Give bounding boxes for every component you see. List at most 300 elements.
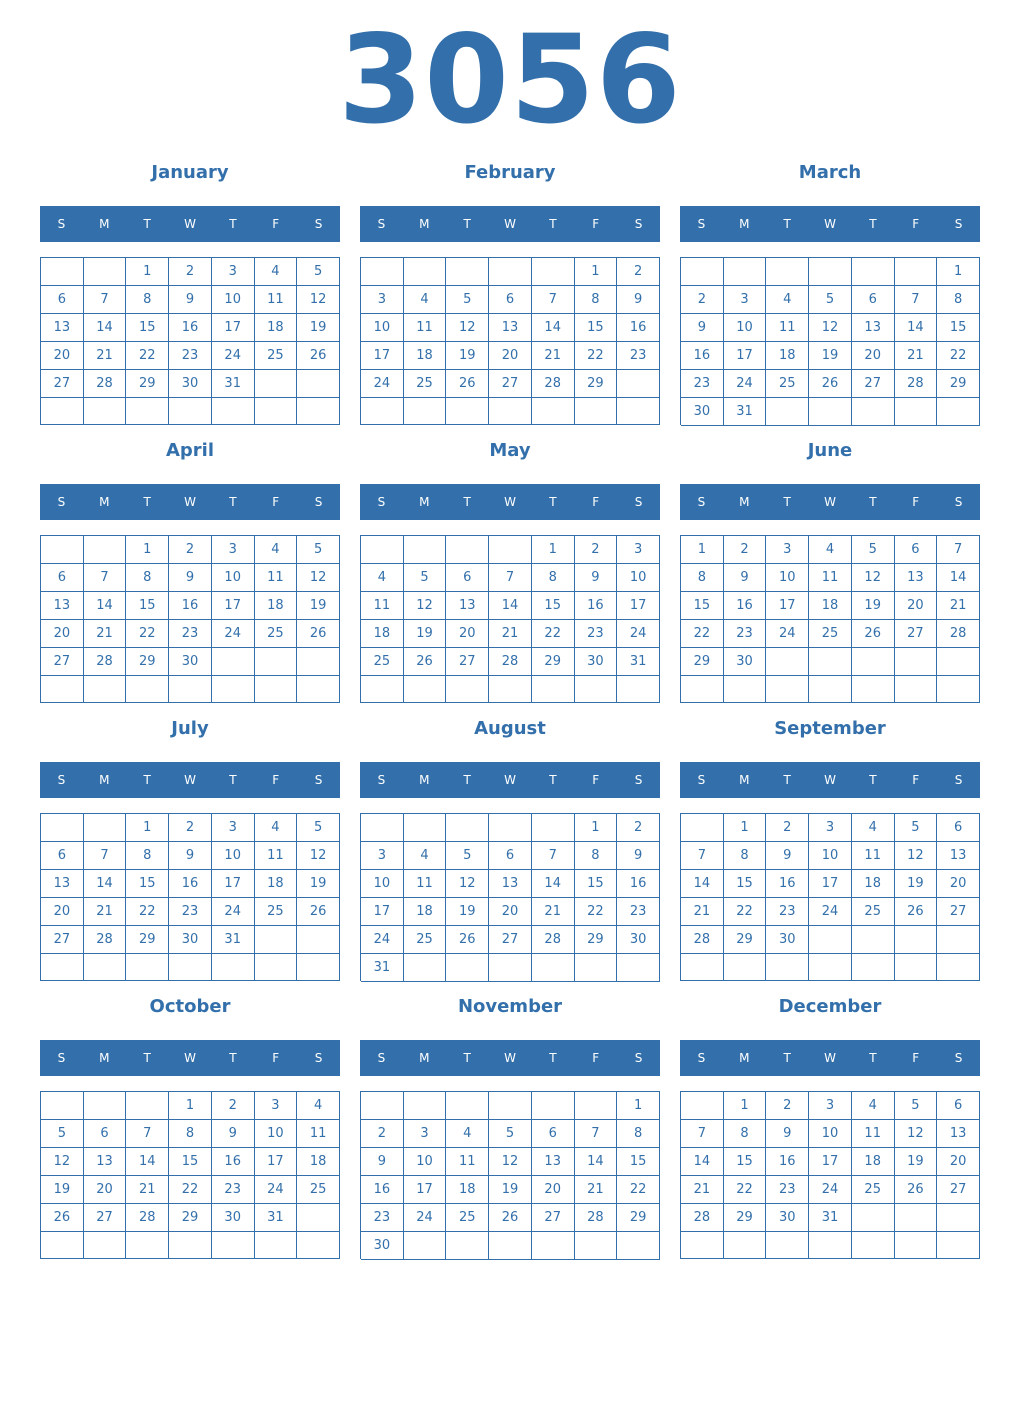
day-cell: 6 <box>84 1120 127 1148</box>
empty-day-cell <box>489 398 532 425</box>
day-cell: 14 <box>532 870 575 898</box>
empty-day-cell <box>212 648 255 676</box>
day-cell: 24 <box>809 1176 852 1204</box>
empty-day-cell <box>361 676 404 703</box>
day-cell: 29 <box>126 370 169 398</box>
day-cell: 28 <box>489 648 532 676</box>
day-cell: 17 <box>809 870 852 898</box>
day-cell: 8 <box>617 1120 660 1148</box>
weekday-header <box>40 484 340 520</box>
day-cell: 27 <box>489 926 532 954</box>
empty-day-cell <box>446 814 489 842</box>
weekday-label: M <box>99 495 110 509</box>
day-cell: 23 <box>766 1176 809 1204</box>
day-cell: 10 <box>212 842 255 870</box>
empty-day-cell <box>895 648 938 676</box>
day-cell: 20 <box>937 1148 980 1176</box>
day-cell: 18 <box>255 592 298 620</box>
weekday-label: M <box>419 1051 430 1065</box>
day-cell: 12 <box>297 286 340 314</box>
day-cell: 25 <box>809 620 852 648</box>
empty-day-cell <box>532 1092 575 1120</box>
day-cell: 6 <box>489 286 532 314</box>
day-cell: 13 <box>41 314 84 342</box>
day-cell: 15 <box>575 870 618 898</box>
day-cell: 29 <box>724 1204 767 1232</box>
day-cell: 23 <box>575 620 618 648</box>
day-cell: 23 <box>724 620 767 648</box>
empty-day-cell <box>852 926 895 954</box>
empty-day-cell <box>489 536 532 564</box>
day-cell: 17 <box>361 898 404 926</box>
day-cell: 16 <box>575 592 618 620</box>
day-cell: 10 <box>255 1120 298 1148</box>
day-cell: 15 <box>575 314 618 342</box>
weekday-label: T <box>869 773 877 787</box>
day-cell: 26 <box>895 1176 938 1204</box>
day-cell: 9 <box>681 314 724 342</box>
empty-day-cell <box>809 676 852 703</box>
weekday-label: M <box>99 1051 110 1065</box>
empty-day-cell <box>212 954 255 981</box>
day-cell: 5 <box>297 814 340 842</box>
weekday-label: S <box>57 495 66 509</box>
empty-day-cell <box>575 1232 618 1260</box>
day-cell: 22 <box>169 1176 212 1204</box>
month-name: March <box>798 162 862 183</box>
empty-day-cell <box>169 1232 212 1259</box>
day-cell: 27 <box>895 620 938 648</box>
day-cell: 26 <box>809 370 852 398</box>
day-cell: 16 <box>766 870 809 898</box>
empty-day-cell <box>766 676 809 703</box>
weekday-label: W <box>184 495 196 509</box>
empty-day-cell <box>255 648 298 676</box>
day-cell: 27 <box>532 1204 575 1232</box>
weekday-label: F <box>272 217 280 231</box>
empty-day-cell <box>617 676 660 703</box>
day-cell: 19 <box>809 342 852 370</box>
day-cell: 3 <box>617 536 660 564</box>
day-cell: 21 <box>84 620 127 648</box>
day-cell: 11 <box>404 314 447 342</box>
weekday-label: S <box>377 773 386 787</box>
day-cell: 15 <box>681 592 724 620</box>
weekday-label: S <box>314 217 323 231</box>
day-cell: 29 <box>681 648 724 676</box>
empty-day-cell <box>255 398 298 425</box>
empty-day-cell <box>84 1092 127 1120</box>
empty-day-cell <box>361 814 404 842</box>
day-cell: 29 <box>724 926 767 954</box>
day-cell: 7 <box>681 1120 724 1148</box>
day-cell: 3 <box>809 1092 852 1120</box>
weekday-header <box>40 206 340 242</box>
day-cell: 11 <box>446 1148 489 1176</box>
empty-day-cell <box>361 258 404 286</box>
day-cell: 19 <box>489 1176 532 1204</box>
weekday-label: M <box>419 773 430 787</box>
day-cell: 23 <box>681 370 724 398</box>
day-grid <box>360 535 660 703</box>
day-cell: 28 <box>937 620 980 648</box>
day-cell: 9 <box>169 842 212 870</box>
empty-day-cell <box>297 1232 340 1259</box>
day-cell: 1 <box>575 814 618 842</box>
empty-day-cell <box>489 258 532 286</box>
weekday-label: S <box>57 1051 66 1065</box>
weekday-label: M <box>739 217 750 231</box>
weekday-label: T <box>143 217 151 231</box>
day-cell: 30 <box>169 648 212 676</box>
day-cell: 2 <box>575 536 618 564</box>
day-cell: 31 <box>212 926 255 954</box>
empty-day-cell <box>297 398 340 425</box>
day-cell: 28 <box>575 1204 618 1232</box>
day-cell: 24 <box>724 370 767 398</box>
day-cell: 18 <box>404 342 447 370</box>
weekday-header <box>360 484 660 520</box>
empty-day-cell <box>895 1232 938 1259</box>
day-cell: 25 <box>404 926 447 954</box>
day-cell: 10 <box>404 1148 447 1176</box>
day-cell: 1 <box>126 258 169 286</box>
weekday-label: T <box>783 217 791 231</box>
weekday-label: S <box>57 773 66 787</box>
empty-day-cell <box>766 398 809 426</box>
day-cell: 3 <box>404 1120 447 1148</box>
day-cell: 15 <box>937 314 980 342</box>
day-cell: 19 <box>446 898 489 926</box>
day-cell: 27 <box>41 926 84 954</box>
empty-day-cell <box>681 814 724 842</box>
day-cell: 26 <box>297 620 340 648</box>
day-cell: 29 <box>617 1204 660 1232</box>
day-cell: 30 <box>681 398 724 426</box>
day-cell: 6 <box>532 1120 575 1148</box>
day-cell: 23 <box>617 898 660 926</box>
weekday-label: W <box>824 217 836 231</box>
day-cell: 22 <box>681 620 724 648</box>
day-cell: 29 <box>169 1204 212 1232</box>
empty-day-cell <box>724 258 767 286</box>
day-cell: 16 <box>617 314 660 342</box>
day-cell: 27 <box>937 898 980 926</box>
day-cell: 1 <box>126 814 169 842</box>
empty-day-cell <box>84 954 127 981</box>
day-cell: 20 <box>41 620 84 648</box>
day-cell: 25 <box>255 342 298 370</box>
weekday-label: S <box>954 1051 963 1065</box>
empty-day-cell <box>681 1092 724 1120</box>
weekday-label: S <box>57 217 66 231</box>
day-cell: 8 <box>169 1120 212 1148</box>
day-grid <box>680 813 980 981</box>
empty-day-cell <box>575 1092 618 1120</box>
weekday-label: M <box>419 495 430 509</box>
empty-day-cell <box>532 676 575 703</box>
day-cell: 14 <box>84 870 127 898</box>
day-cell: 23 <box>617 342 660 370</box>
empty-day-cell <box>766 648 809 676</box>
empty-day-cell <box>169 954 212 981</box>
day-cell: 17 <box>255 1148 298 1176</box>
weekday-label: T <box>549 1051 557 1065</box>
empty-day-cell <box>361 1092 404 1120</box>
empty-day-cell <box>361 536 404 564</box>
weekday-label: W <box>184 217 196 231</box>
day-cell: 29 <box>575 370 618 398</box>
empty-day-cell <box>937 1204 980 1232</box>
day-cell: 5 <box>446 286 489 314</box>
day-cell: 25 <box>852 1176 895 1204</box>
weekday-label: T <box>783 495 791 509</box>
day-cell: 18 <box>766 342 809 370</box>
day-cell: 26 <box>489 1204 532 1232</box>
day-cell: 14 <box>489 592 532 620</box>
day-cell: 5 <box>809 286 852 314</box>
day-cell: 27 <box>446 648 489 676</box>
day-cell: 11 <box>255 842 298 870</box>
weekday-label: S <box>377 1051 386 1065</box>
day-cell: 19 <box>446 342 489 370</box>
day-cell: 25 <box>255 620 298 648</box>
day-cell: 26 <box>446 926 489 954</box>
day-cell: 13 <box>532 1148 575 1176</box>
weekday-header <box>680 1040 980 1076</box>
empty-day-cell <box>809 1232 852 1259</box>
day-cell: 28 <box>84 648 127 676</box>
empty-day-cell <box>41 398 84 425</box>
empty-day-cell <box>617 954 660 982</box>
day-cell: 21 <box>84 342 127 370</box>
day-cell: 26 <box>297 898 340 926</box>
day-cell: 12 <box>895 1120 938 1148</box>
empty-day-cell <box>766 954 809 981</box>
day-cell: 23 <box>766 898 809 926</box>
empty-day-cell <box>489 1232 532 1260</box>
weekday-label: F <box>912 217 920 231</box>
empty-day-cell <box>126 954 169 981</box>
day-cell: 20 <box>895 592 938 620</box>
day-cell: 9 <box>575 564 618 592</box>
day-cell: 19 <box>297 870 340 898</box>
day-cell: 20 <box>937 870 980 898</box>
empty-day-cell <box>255 370 298 398</box>
empty-day-cell <box>852 648 895 676</box>
day-cell: 7 <box>937 536 980 564</box>
day-cell: 28 <box>895 370 938 398</box>
empty-day-cell <box>724 954 767 981</box>
day-cell: 26 <box>297 342 340 370</box>
weekday-label: T <box>549 217 557 231</box>
day-cell: 2 <box>169 258 212 286</box>
weekday-label: W <box>504 1051 516 1065</box>
day-cell: 17 <box>404 1176 447 1204</box>
empty-day-cell <box>84 536 127 564</box>
empty-day-cell <box>41 1232 84 1259</box>
day-cell: 11 <box>297 1120 340 1148</box>
weekday-label: W <box>184 1051 196 1065</box>
empty-day-cell <box>895 926 938 954</box>
day-cell: 6 <box>937 1092 980 1120</box>
month-name: September <box>774 718 886 739</box>
day-cell: 3 <box>255 1092 298 1120</box>
day-cell: 21 <box>681 898 724 926</box>
empty-day-cell <box>297 954 340 981</box>
day-cell: 23 <box>212 1176 255 1204</box>
day-grid <box>40 1091 340 1259</box>
day-cell: 27 <box>41 648 84 676</box>
empty-day-cell <box>937 926 980 954</box>
day-cell: 6 <box>41 842 84 870</box>
month-name: August <box>474 718 546 739</box>
day-cell: 23 <box>169 898 212 926</box>
day-cell: 1 <box>169 1092 212 1120</box>
day-cell: 20 <box>852 342 895 370</box>
day-cell: 21 <box>84 898 127 926</box>
day-cell: 5 <box>852 536 895 564</box>
empty-day-cell <box>84 676 127 703</box>
day-cell: 12 <box>489 1148 532 1176</box>
day-cell: 30 <box>212 1204 255 1232</box>
day-cell: 6 <box>937 814 980 842</box>
empty-day-cell <box>126 1092 169 1120</box>
day-cell: 30 <box>169 370 212 398</box>
day-cell: 6 <box>852 286 895 314</box>
day-cell: 16 <box>617 870 660 898</box>
day-cell: 22 <box>575 898 618 926</box>
day-cell: 13 <box>446 592 489 620</box>
weekday-header <box>40 762 340 798</box>
empty-day-cell <box>489 814 532 842</box>
day-cell: 3 <box>724 286 767 314</box>
empty-day-cell <box>446 676 489 703</box>
day-cell: 30 <box>766 1204 809 1232</box>
day-cell: 19 <box>895 1148 938 1176</box>
empty-day-cell <box>446 398 489 425</box>
day-cell: 9 <box>766 842 809 870</box>
weekday-label: F <box>272 495 280 509</box>
day-cell: 26 <box>41 1204 84 1232</box>
day-cell: 22 <box>126 898 169 926</box>
day-cell: 1 <box>937 258 980 286</box>
day-cell: 1 <box>724 1092 767 1120</box>
day-cell: 27 <box>937 1176 980 1204</box>
empty-day-cell <box>532 258 575 286</box>
empty-day-cell <box>809 954 852 981</box>
day-cell: 11 <box>255 286 298 314</box>
day-cell: 8 <box>126 286 169 314</box>
weekday-label: W <box>824 773 836 787</box>
weekday-label: T <box>463 773 471 787</box>
empty-day-cell <box>404 676 447 703</box>
weekday-header <box>680 484 980 520</box>
day-cell: 1 <box>617 1092 660 1120</box>
day-cell: 8 <box>575 286 618 314</box>
empty-day-cell <box>84 398 127 425</box>
day-cell: 28 <box>681 926 724 954</box>
empty-day-cell <box>255 954 298 981</box>
day-cell: 7 <box>895 286 938 314</box>
day-cell: 15 <box>126 870 169 898</box>
weekday-label: M <box>739 773 750 787</box>
day-cell: 28 <box>532 370 575 398</box>
weekday-label: S <box>314 495 323 509</box>
day-cell: 14 <box>575 1148 618 1176</box>
day-cell: 27 <box>84 1204 127 1232</box>
empty-day-cell <box>937 954 980 981</box>
empty-day-cell <box>404 814 447 842</box>
day-cell: 30 <box>766 926 809 954</box>
day-grid <box>40 813 340 981</box>
weekday-label: S <box>634 1051 643 1065</box>
day-cell: 3 <box>361 286 404 314</box>
day-cell: 5 <box>297 536 340 564</box>
weekday-label: F <box>912 773 920 787</box>
day-cell: 7 <box>575 1120 618 1148</box>
day-cell: 24 <box>212 898 255 926</box>
day-grid <box>360 813 660 981</box>
day-cell: 15 <box>724 1148 767 1176</box>
empty-day-cell <box>404 1232 447 1260</box>
day-cell: 20 <box>446 620 489 648</box>
day-cell: 5 <box>41 1120 84 1148</box>
day-cell: 24 <box>809 898 852 926</box>
weekday-label: T <box>229 773 237 787</box>
day-cell: 2 <box>169 536 212 564</box>
day-cell: 24 <box>361 926 404 954</box>
empty-day-cell <box>41 954 84 981</box>
day-cell: 5 <box>489 1120 532 1148</box>
day-cell: 22 <box>937 342 980 370</box>
month-name: December <box>778 996 882 1017</box>
day-cell: 4 <box>404 286 447 314</box>
day-cell: 2 <box>617 814 660 842</box>
empty-day-cell <box>126 398 169 425</box>
day-cell: 6 <box>41 564 84 592</box>
empty-day-cell <box>297 1204 340 1232</box>
day-cell: 2 <box>724 536 767 564</box>
day-cell: 2 <box>361 1120 404 1148</box>
empty-day-cell <box>895 398 938 426</box>
empty-day-cell <box>809 398 852 426</box>
day-grid <box>360 1091 660 1259</box>
day-cell: 2 <box>169 814 212 842</box>
weekday-label: T <box>869 217 877 231</box>
weekday-label: F <box>912 495 920 509</box>
day-cell: 13 <box>937 842 980 870</box>
day-cell: 7 <box>84 564 127 592</box>
empty-day-cell <box>404 1092 447 1120</box>
day-cell: 4 <box>361 564 404 592</box>
weekday-label: S <box>634 495 643 509</box>
day-cell: 21 <box>489 620 532 648</box>
empty-day-cell <box>41 676 84 703</box>
day-cell: 18 <box>809 592 852 620</box>
day-cell: 22 <box>532 620 575 648</box>
day-cell: 27 <box>489 370 532 398</box>
day-cell: 1 <box>532 536 575 564</box>
day-cell: 12 <box>809 314 852 342</box>
empty-day-cell <box>617 398 660 425</box>
day-cell: 17 <box>766 592 809 620</box>
weekday-label: W <box>824 1051 836 1065</box>
day-cell: 31 <box>212 370 255 398</box>
day-cell: 30 <box>361 1232 404 1260</box>
day-cell: 16 <box>169 592 212 620</box>
weekday-label: F <box>912 1051 920 1065</box>
